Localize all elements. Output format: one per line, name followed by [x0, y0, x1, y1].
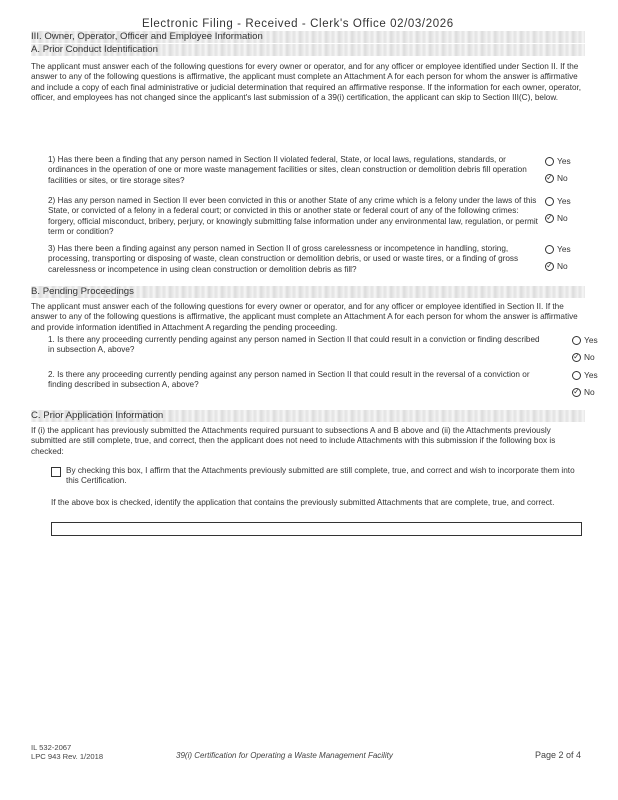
- radio-button[interactable]: [572, 371, 581, 380]
- question-text: Has there been a finding that any person named in Section II violated federal, State, or local laws, regulations, standards, or ordinances in the operation of one or more waste management facilities or sites, clean construction or demolition debris fill operation facilities or sites, or tire storage sites?: [48, 155, 527, 185]
- section-c-title: C. Prior Application Information: [31, 410, 585, 422]
- radio-button-selected[interactable]: ✓: [546, 173, 553, 182]
- question-number: 2): [48, 196, 56, 205]
- radio-button[interactable]: [545, 197, 554, 206]
- a2-yes-option-visible[interactable]: Yes: [545, 196, 571, 206]
- b1-no-option[interactable]: ✓ No: [573, 352, 595, 362]
- radio-button-selected[interactable]: ✓: [573, 352, 580, 361]
- prior-attachments-checkbox[interactable]: [51, 467, 61, 477]
- question-text: Has any person named in Section II ever been convicted in this or another State of any crime which is a felony under the laws of this State, or convicted of a felony in a federal court; or convicted in this or another state or federal court of any of the following crimes: forgery, official misconduct, bribery, perjury, or knowingly submitting false information under any environmental law, regulation, or permit term or condition?: [48, 196, 538, 236]
- section-a-title: A. Prior Conduct Identification: [31, 44, 585, 56]
- question-a2: [48, 196, 541, 237]
- filing-stamp: Electronic Filing - Received - Clerk's Office 02/03/2026: [142, 18, 454, 30]
- question-a1: [48, 155, 541, 186]
- question-text: Is there any proceeding currently pending against any person named in Section II that could result in the reversal of a conviction or finding described in subsection A, above?: [48, 370, 530, 390]
- a1-yes-option[interactable]: Yes: [545, 156, 571, 166]
- section-iii-title: III. Owner, Operator, Officer and Employee Information: [31, 31, 585, 43]
- b2-no-option[interactable]: ✓ No: [573, 387, 595, 397]
- radio-button[interactable]: [545, 245, 554, 254]
- form-revision: LPC 943 Rev. 1/2018: [31, 752, 104, 761]
- section-c-intro: If (i) the applicant has previously submitted the Attachments required pursuant to subsections A and B above and (ii) the Attachments previously submitted are still complete, true, and correct, then the applicant does not need to include Attachments with this submission if the following box is checked:: [31, 426, 556, 456]
- question-text: Has there been a finding against any person named in Section II of gross carelessness or incompetence in handling, storing, processing, transporting or disposing of waste, clean construction or demolition debris, or used or waste tires, or a finding of gross carelessness or incompetence in using clean construction or demolition debris as fill?: [48, 244, 519, 274]
- a1-no-option[interactable]: ✓ No: [546, 173, 568, 183]
- a3-yes-option[interactable]: Yes: [545, 244, 571, 254]
- radio-button[interactable]: [572, 336, 581, 345]
- question-number: 3): [48, 244, 56, 253]
- form-id: IL 532-2067: [31, 743, 72, 752]
- radio-button-selected[interactable]: ✓: [573, 387, 580, 396]
- question-number: 1): [48, 155, 56, 164]
- a2-no-option[interactable]: ✓ No: [546, 213, 568, 223]
- question-a3: [48, 244, 541, 275]
- form-title: 39(i) Certification for Operating a Waste Management Facility: [176, 751, 393, 760]
- question-b2: [48, 370, 541, 391]
- radio-button-selected[interactable]: ✓: [546, 213, 553, 222]
- identify-instructions: If the above box is checked, identify the application that contains the previously submitted Attachments that are complete, true, and correct.: [51, 498, 555, 507]
- section-b-intro: The applicant must answer each of the following questions for every owner or operator, and for any officer or employee identified in Section II. If the answer to any of the following questions is affirmative, the applicant must complete an Attachment A for each person for whom the answer is affirmative and provide information identified in Attachment A regarding the pending proceeding.: [31, 302, 578, 332]
- radio-button[interactable]: [545, 157, 554, 166]
- section-a-intro: The applicant must answer each of the following questions for every owner or operator, and for any officer or employee identified under Section II. If the answer to any of the following questions is affirmative, the applicant must complete an Attachment A for each person for whom the answer is affirmative and include a copy of each final administrative or judicial determination that required an affirmative response. If the information for each owner, operator, officer, and employees has not changed since the applicant's last submission of a 39(i) certification, the applicant can skip to Section III(C), below.: [31, 62, 582, 103]
- b1-yes-option[interactable]: Yes: [572, 335, 598, 345]
- question-text: Is there any proceeding currently pending against any person named in Section II that could result in a conviction or finding described in subsection A, above?: [48, 335, 540, 355]
- question-number: 2.: [48, 370, 55, 379]
- question-b1: [48, 335, 541, 356]
- question-number: 1.: [48, 335, 55, 344]
- b2-yes-option[interactable]: Yes: [572, 370, 598, 380]
- page-number: Page 2 of 4: [535, 750, 582, 760]
- checkbox-label: By checking this box, I affirm that the Attachments previously submitted are still complete, true, and correct and wish to incorporate them into this Certification.: [66, 466, 575, 486]
- prior-application-input[interactable]: [51, 522, 582, 536]
- section-b-title: B. Pending Proceedings: [31, 286, 585, 298]
- radio-button-selected[interactable]: ✓: [546, 261, 553, 270]
- a3-no-option[interactable]: ✓ No: [546, 261, 568, 271]
